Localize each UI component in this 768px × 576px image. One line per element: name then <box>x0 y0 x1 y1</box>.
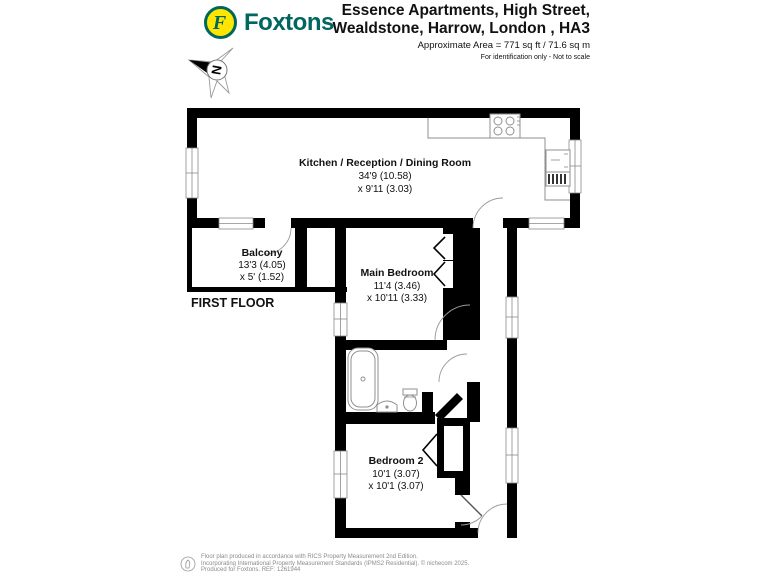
label-main-bedroom-dim1: 11'4 (3.46) <box>373 281 421 292</box>
window-hall-lower <box>506 428 518 483</box>
footer-text <box>201 554 469 574</box>
label-main-bedroom-dim2: x 10'11 (3.33) <box>366 293 428 304</box>
sink-icon <box>546 150 570 186</box>
washbasin-icon <box>377 401 397 412</box>
label-bedroom2-dim1: 10'1 (3.07) <box>372 469 420 480</box>
label-kitchen: Kitchen / Reception / Dining Room <box>298 157 472 169</box>
window-bedroom2-left <box>334 451 347 498</box>
compass-north-label: N <box>208 63 225 76</box>
property-title-line2: Wealdstone, Harrow, London , HA3 <box>332 19 590 37</box>
footer-line3: Produced for Foxtons. REF: 1261944 <box>201 567 301 574</box>
bedroom2-wardrobe-door-icon <box>423 434 437 466</box>
window-main-right <box>569 140 581 193</box>
window-balcony-wall <box>219 218 253 229</box>
label-kitchen-dim1: 34'9 (10.58) <box>358 171 412 182</box>
label-balcony-dim1: 13'3 (4.05) <box>238 260 286 271</box>
property-title-line1: Essence Apartments, High Street, <box>341 2 590 19</box>
label-bedroom2-dim2: x 10'1 (3.07) <box>368 481 424 492</box>
approximate-area: Approximate Area = 771 sq ft / 71.6 sq m <box>417 40 590 51</box>
label-main-bedroom: Main Bedroom <box>360 267 434 279</box>
room-labels <box>191 157 471 492</box>
bedroom2-door <box>461 495 482 525</box>
footer-line1: Floor plan produced in accordance with RICS Property Measurement 2nd Edition. <box>201 554 418 560</box>
footer <box>181 554 469 574</box>
bathtub-icon <box>348 348 378 410</box>
bathroom-door-arc <box>439 354 467 382</box>
window-main-left <box>186 148 198 198</box>
first-floor-label: FIRST FLOOR <box>191 296 275 310</box>
identification-disclaimer: For identification only - Not to scale <box>480 54 590 61</box>
label-kitchen-dim2: x 9'11 (3.03) <box>357 184 413 195</box>
window-main-bottom-right <box>529 218 564 229</box>
window-hall-upper <box>506 297 518 338</box>
entrance-door-arc <box>478 504 507 533</box>
compass-north-arrow <box>189 48 233 98</box>
toilet-icon <box>403 389 417 411</box>
window-main-bedroom-left <box>334 303 347 336</box>
label-bedroom2: Bedroom 2 <box>368 455 424 467</box>
hob-icon <box>490 114 520 138</box>
label-balcony-dim2: x 5' (1.52) <box>239 272 285 283</box>
label-balcony: Balcony <box>241 247 283 259</box>
footer-line2: Incorporating International Property Measurement Standards (IPMS2 Residential). © nichecom 2025. <box>201 560 470 567</box>
bathroom-fixtures <box>348 348 417 412</box>
reception-hall-door-arc <box>473 198 503 228</box>
foxtons-logo-letter: F <box>212 11 227 34</box>
foxtons-wordmark: Foxtons <box>244 8 334 36</box>
